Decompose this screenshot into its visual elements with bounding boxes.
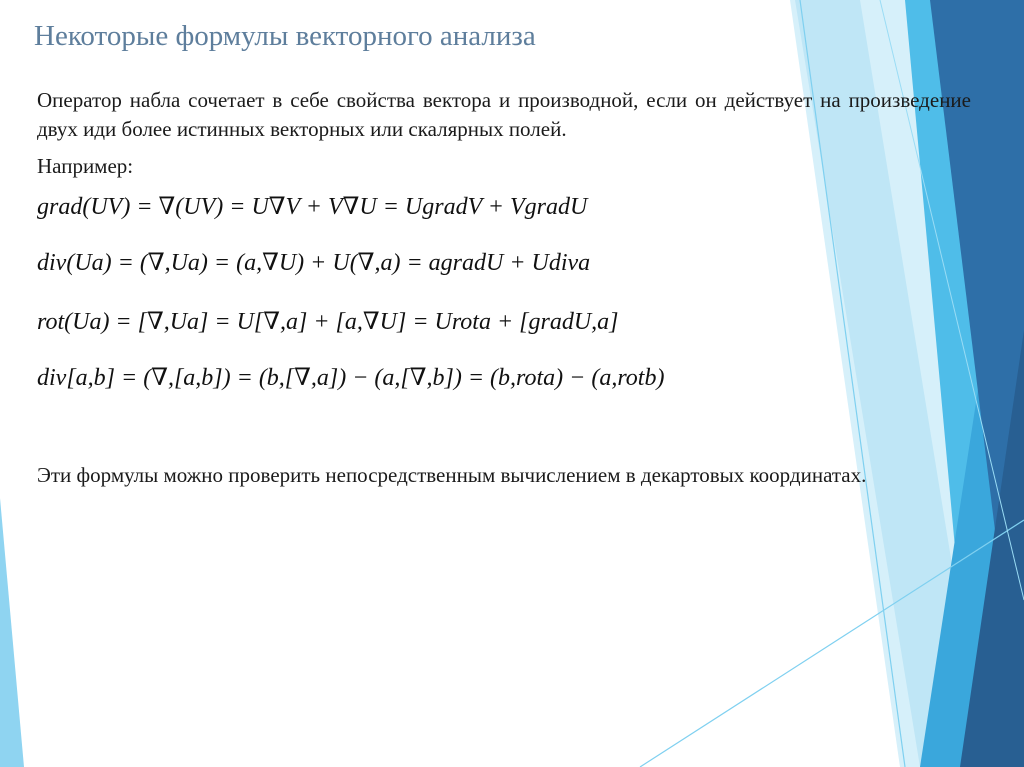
formula-div-cross: div[a,b] = (∇,[a,b]) = (b,[∇,a]) − (a,[∇,b]) = (b,rota) − (a,rotb) bbox=[37, 365, 665, 391]
intro-paragraph: Оператор набла сочетает в себе свойства вектора и производной, если он действует на произведение двух иди более истинных векторных или скалярных полей. bbox=[37, 88, 971, 141]
outro-paragraph: Эти формулы можно проверить непосредственным вычислением в декартовых координатах. bbox=[37, 463, 867, 487]
slide-title: Некоторые формулы векторного анализа bbox=[34, 20, 536, 52]
example-label: Например: bbox=[37, 154, 134, 178]
left-triangle-shape bbox=[0, 498, 24, 767]
formula-div-product: div(Ua) = (∇,Ua) = (a,∇U) + U(∇,a) = agradU + Udiva bbox=[37, 250, 591, 276]
formula-grad: grad(UV) = ∇(UV) = U∇V + V∇U = UgradV + VgradU bbox=[37, 194, 588, 220]
formula-rot-product: rot(Ua) = [∇,Ua] = U[∇,a] + [a,∇U] = Urota + [gradU,a] bbox=[37, 309, 619, 335]
